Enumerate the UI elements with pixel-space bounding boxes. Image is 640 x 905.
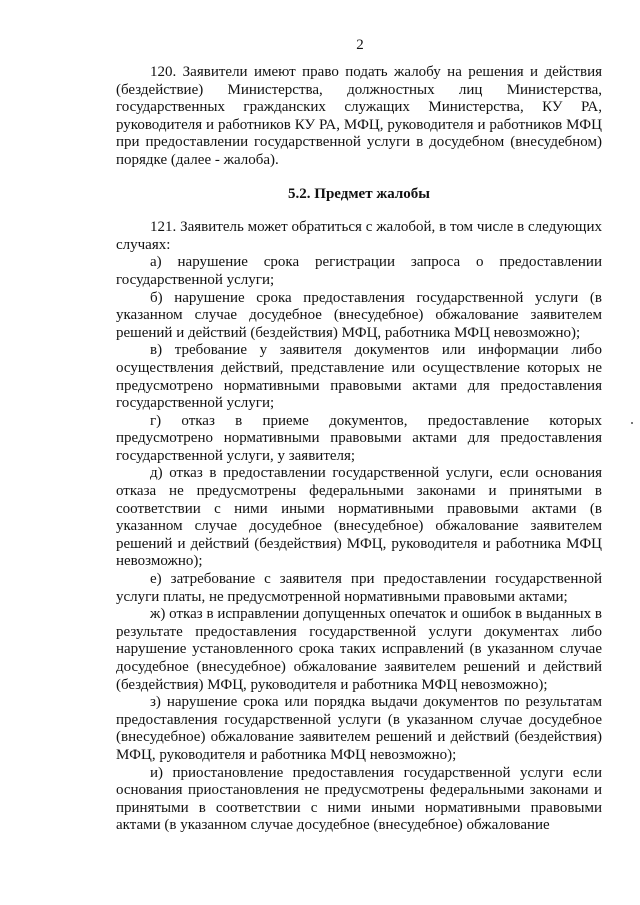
list-item-i: и) приостановление предоставления государственной услуги если основания приостановления не предусмотрены федеральными законами и принятыми в соответствии с ними иными нормативными правовыми актами (в указанном случае досудебное (внесудебное) обжалование bbox=[116, 764, 602, 834]
page-number: 2 bbox=[356, 37, 364, 53]
list-item-b: б) нарушение срока предоставления государственной услуги (в указанном случае досудебное (внесудебное) обжалование заявителем решений и действий (бездействия) МФЦ, работника МФЦ невозможно); bbox=[116, 289, 602, 341]
scan-speck bbox=[631, 422, 633, 424]
section-heading: 5.2. Предмет жалобы bbox=[288, 185, 430, 202]
paragraph-121: 121. Заявитель может обратиться с жалобой, в том числе в следующих случаях: bbox=[116, 219, 602, 253]
list-item-z: з) нарушение срока или порядка выдачи документов по результатам предоставления государственной услуги (в указанном случае досудебное (внесудебное) обжалование заявителем решений и действий (бездействия) МФЦ, руководителя и работника МФЦ невозможно); bbox=[116, 694, 602, 763]
list-item-zh: ж) отказ в исправлении допущенных опечаток и ошибок в выданных в результате предоставления государственной услуги документах либо нарушение установленного срока таких исправлений (в указанном случае досудебное (внесудебное) обжалование заявителем решений и действий (бездействия) МФЦ, руководителя и работника МФЦ невозможно); bbox=[116, 606, 602, 693]
list-item-a: а) нарушение срока регистрации запроса о предоставлении государственной услуги; bbox=[116, 254, 602, 288]
document-body bbox=[116, 64, 602, 835]
list-item-g: г) отказ в приеме документов, предоставление которых предусмотрено нормативными правовыми актами для предоставления государственной услуги, у заявителя; bbox=[116, 412, 602, 464]
list-item-d: д) отказ в предоставлении государственной услуги, если основания отказа не предусмотрены федеральными законами и принятыми в соответствии с ними иными нормативными правовыми актами (в указанном случае досудебное (внесудебное) обжалование заявителем решений и действий (бездействия) МФЦ, руководителя и работника МФЦ невозможно); bbox=[116, 465, 602, 570]
paragraph-120: 120. Заявители имеют право подать жалобу на решения и действия (бездействие) Министерства, должностных лиц Министерства, государственных гражданских служащих Министерства, КУ РА, руководителя и работников КУ РА, МФЦ, руководителя и работников МФЦ при предоставлении государственной услуги в досудебном (внесудебном) порядке (далее - жалоба). bbox=[116, 64, 602, 168]
list-item-e: е) затребование с заявителя при предоставлении государственной услуги платы, не предусмотренной нормативными правовыми актами; bbox=[116, 571, 602, 605]
list-item-v: в) требование у заявителя документов или информации либо осуществления действий, представление или осуществление которых не предусмотрено нормативными правовыми актами для предоставления государственной услуги; bbox=[116, 342, 602, 412]
